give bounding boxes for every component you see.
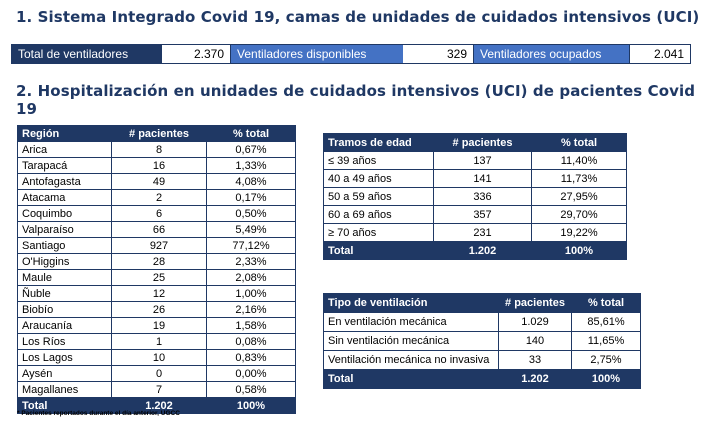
pacientes-cell: 7 [112, 382, 207, 398]
pacientes-cell: 137 [434, 152, 532, 170]
region-table [17, 125, 296, 414]
row-label-cell: Los Ríos [18, 334, 112, 350]
table-row [18, 190, 296, 206]
row-label-cell: ≥ 70 años [324, 224, 434, 242]
total-pacientes-cell: 1.202 [112, 398, 207, 414]
ventiladores-disponibles-label: Ventiladores disponibles [231, 45, 403, 63]
pacientes-cell: 141 [434, 170, 532, 188]
total-row [324, 370, 641, 389]
pacientes-cell: 66 [112, 222, 207, 238]
ventiladores-summary-bar [11, 44, 691, 64]
column-header: # pacientes [434, 134, 532, 152]
column-header: % total [207, 126, 296, 142]
row-label-cell: Tarapacá [18, 158, 112, 174]
table-row [18, 206, 296, 222]
total-pacientes-cell: 1.202 [434, 242, 532, 260]
table-row [18, 222, 296, 238]
percent-cell: 11,73% [532, 170, 627, 188]
percent-cell: 2,08% [207, 270, 296, 286]
percent-cell: 0,67% [207, 142, 296, 158]
pacientes-cell: 336 [434, 188, 532, 206]
total-label-cell: Total [324, 242, 434, 260]
row-label-cell: 40 a 49 años [324, 170, 434, 188]
pacientes-cell: 26 [112, 302, 207, 318]
percent-cell: 1,33% [207, 158, 296, 174]
table-row [18, 158, 296, 174]
pacientes-cell: 33 [499, 351, 572, 370]
percent-cell: 0,83% [207, 350, 296, 366]
table-row [324, 313, 641, 332]
percent-cell: 0,00% [207, 366, 296, 382]
ventiladores-ocupados-value: 2.041 [629, 45, 690, 63]
percent-cell: 2,75% [572, 351, 641, 370]
pacientes-cell: 231 [434, 224, 532, 242]
table-row [18, 286, 296, 302]
pacientes-cell: 1.029 [499, 313, 572, 332]
column-header: Tipo de ventilación [324, 294, 499, 313]
percent-cell: 77,12% [207, 238, 296, 254]
percent-cell: 11,40% [532, 152, 627, 170]
section2-title: 2. Hospitalización en unidades de cuidados intensivos (UCI) de pacientes Covid 19 [16, 82, 696, 118]
total-percent-cell: 100% [532, 242, 627, 260]
pacientes-cell: 8 [112, 142, 207, 158]
table-row [18, 270, 296, 286]
percent-cell: 0,50% [207, 206, 296, 222]
row-label-cell: Coquimbo [18, 206, 112, 222]
pacientes-cell: 140 [499, 332, 572, 351]
total-pacientes-cell: 1.202 [499, 370, 572, 389]
table-row [324, 152, 627, 170]
table-row [18, 366, 296, 382]
row-label-cell: En ventilación mecánica [324, 313, 499, 332]
total-label-cell: Total [18, 398, 112, 414]
percent-cell: 11,65% [572, 332, 641, 351]
row-label-cell: Magallanes [18, 382, 112, 398]
column-header: Tramos de edad [324, 134, 434, 152]
row-label-cell: Sin ventilación mecánica [324, 332, 499, 351]
column-header: % total [532, 134, 627, 152]
percent-cell: 2,16% [207, 302, 296, 318]
percent-cell: 2,33% [207, 254, 296, 270]
row-label-cell: ≤ 39 años [324, 152, 434, 170]
percent-cell: 1,58% [207, 318, 296, 334]
row-label-cell: Aysén [18, 366, 112, 382]
pacientes-cell: 28 [112, 254, 207, 270]
ventiladores-ocupados-label: Ventiladores ocupados [474, 45, 629, 63]
ventilacion-table [323, 293, 641, 389]
total-ventiladores-value: 2.370 [161, 45, 231, 63]
table-row [18, 238, 296, 254]
total-percent-cell: 100% [207, 398, 296, 414]
column-header: Región [18, 126, 112, 142]
row-label-cell: Atacama [18, 190, 112, 206]
pacientes-cell: 357 [434, 206, 532, 224]
table-row [18, 350, 296, 366]
pacientes-cell: 10 [112, 350, 207, 366]
table-row [324, 351, 641, 370]
percent-cell: 1,00% [207, 286, 296, 302]
row-label-cell: Los Lagos [18, 350, 112, 366]
footnote: * Pacientes reportados durante el día anterior, UGCC [17, 410, 180, 417]
section1-title: 1. Sistema Integrado Covid 19, camas de unidades de cuidados intensivos (UCI) [16, 8, 700, 26]
percent-cell: 27,95% [532, 188, 627, 206]
row-label-cell: Biobío [18, 302, 112, 318]
edad-table [323, 133, 627, 260]
row-label-cell: Santiago [18, 238, 112, 254]
row-label-cell: Ñuble [18, 286, 112, 302]
row-label-cell: Arica [18, 142, 112, 158]
percent-cell: 29,70% [532, 206, 627, 224]
pacientes-cell: 927 [112, 238, 207, 254]
pacientes-cell: 1 [112, 334, 207, 350]
row-label-cell: O'Higgins [18, 254, 112, 270]
percent-cell: 5,49% [207, 222, 296, 238]
pacientes-cell: 6 [112, 206, 207, 222]
percent-cell: 19,22% [532, 224, 627, 242]
table-row [18, 318, 296, 334]
table-header-row [324, 134, 627, 152]
percent-cell: 85,61% [572, 313, 641, 332]
row-label-cell: Araucanía [18, 318, 112, 334]
total-label-cell: Total [324, 370, 499, 389]
pacientes-cell: 12 [112, 286, 207, 302]
table-row [324, 206, 627, 224]
table-row [18, 334, 296, 350]
table-row [18, 174, 296, 190]
row-label-cell: Maule [18, 270, 112, 286]
column-header: # pacientes [499, 294, 572, 313]
table-header-row [18, 126, 296, 142]
table-row [324, 170, 627, 188]
pacientes-cell: 2 [112, 190, 207, 206]
total-row [324, 242, 627, 260]
total-percent-cell: 100% [572, 370, 641, 389]
table-row [18, 382, 296, 398]
row-label-cell: Ventilación mecánica no invasiva [324, 351, 499, 370]
table-row [18, 302, 296, 318]
row-label-cell: 50 a 59 años [324, 188, 434, 206]
percent-cell: 4,08% [207, 174, 296, 190]
table-row [18, 254, 296, 270]
pacientes-cell: 49 [112, 174, 207, 190]
percent-cell: 0,08% [207, 334, 296, 350]
row-label-cell: Antofagasta [18, 174, 112, 190]
ventiladores-disponibles-value: 329 [403, 45, 474, 63]
total-ventiladores-label: Total de ventiladores [12, 45, 161, 63]
table-row [18, 142, 296, 158]
column-header: % total [572, 294, 641, 313]
pacientes-cell: 0 [112, 366, 207, 382]
row-label-cell: 60 a 69 años [324, 206, 434, 224]
table-row [324, 188, 627, 206]
table-row [324, 224, 627, 242]
column-header: # pacientes [112, 126, 207, 142]
pacientes-cell: 19 [112, 318, 207, 334]
row-label-cell: Valparaíso [18, 222, 112, 238]
pacientes-cell: 16 [112, 158, 207, 174]
table-row [324, 332, 641, 351]
table-header-row [324, 294, 641, 313]
percent-cell: 0,17% [207, 190, 296, 206]
pacientes-cell: 25 [112, 270, 207, 286]
percent-cell: 0,58% [207, 382, 296, 398]
